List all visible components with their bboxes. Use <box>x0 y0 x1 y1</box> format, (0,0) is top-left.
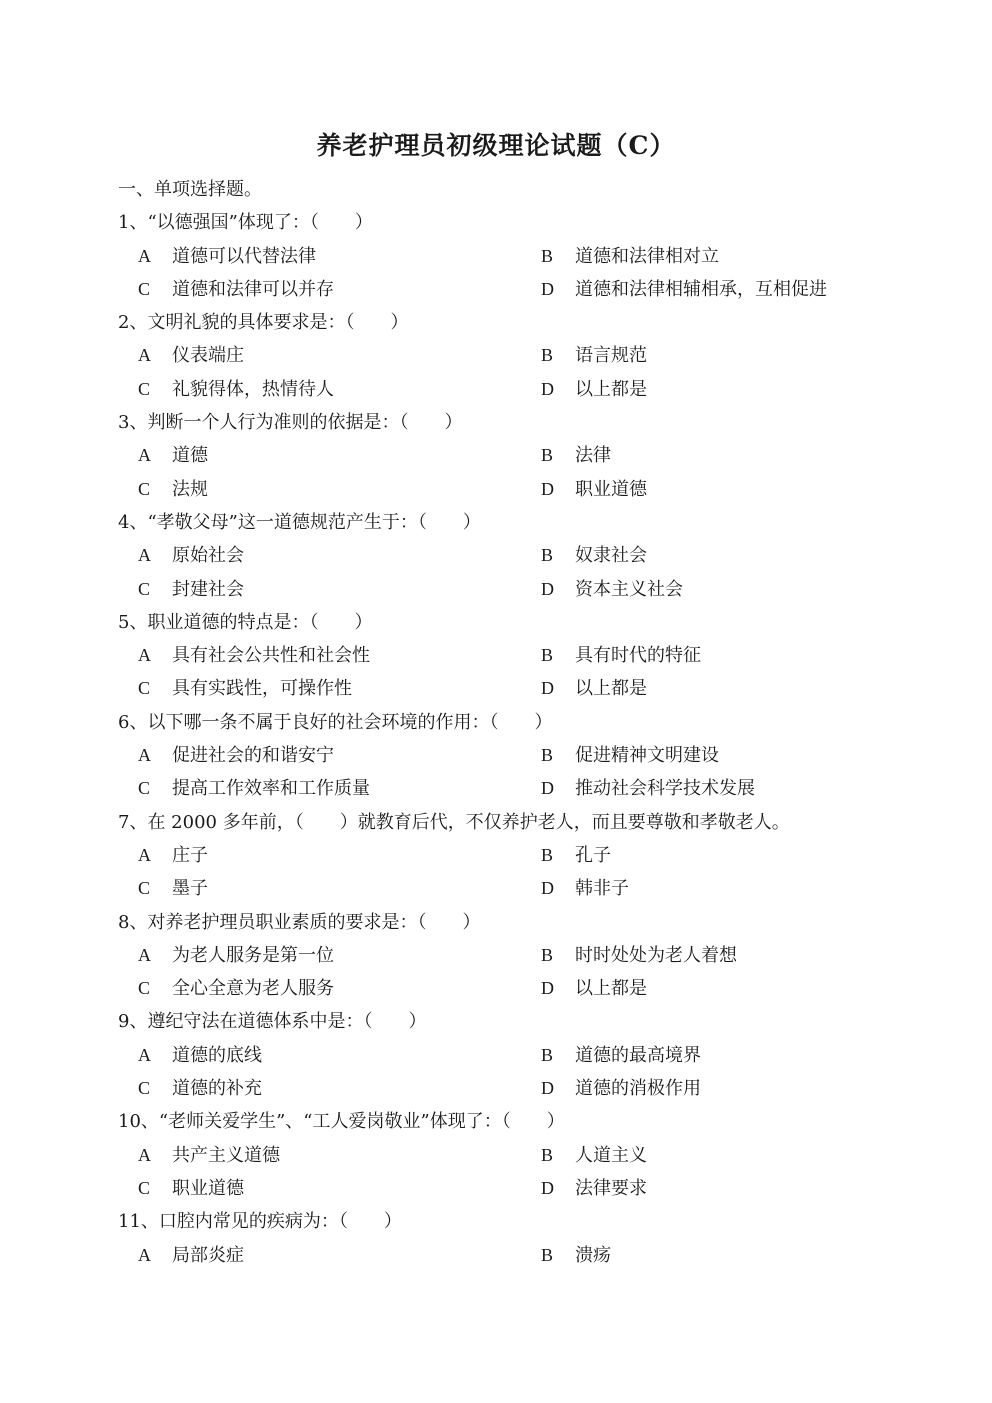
option-letter: B <box>541 745 554 766</box>
option-text: 道德的补充 <box>172 1078 262 1100</box>
option <box>541 273 827 306</box>
option-text: 仪表端庄 <box>172 345 244 367</box>
option-letter: A <box>138 445 151 466</box>
option-letter: B <box>541 1244 554 1265</box>
option-letter: C <box>138 1177 151 1198</box>
option <box>541 573 683 606</box>
option-text: 提高工作效率和工作质量 <box>172 778 370 800</box>
option-letter: C <box>138 978 151 999</box>
question-text: 3、判断一个人行为准则的依据是：（ ） <box>118 412 463 434</box>
option <box>541 1072 701 1105</box>
option <box>138 1072 262 1105</box>
option <box>138 339 244 372</box>
option-text: 促进精神文明建设 <box>575 745 719 767</box>
option-letter: D <box>541 878 554 899</box>
option <box>138 739 334 772</box>
option-text: 以上都是 <box>575 378 647 400</box>
option-text: 法律 <box>575 445 611 467</box>
option-row <box>118 539 918 572</box>
option <box>541 672 647 705</box>
question-list <box>118 173 918 1272</box>
option-text: 溃疡 <box>575 1244 611 1266</box>
option-row <box>118 672 918 705</box>
option-text: 人道主义 <box>575 1144 647 1166</box>
option <box>541 872 629 905</box>
option-text: 孔子 <box>575 844 611 866</box>
option-letter: D <box>541 1078 554 1099</box>
option-letter: A <box>138 545 151 566</box>
option-row <box>118 1039 918 1072</box>
option-text: 时时处处为老人着想 <box>575 944 737 966</box>
option-text: 以上都是 <box>575 978 647 1000</box>
option-text: 道德 <box>172 445 208 467</box>
option-row <box>118 872 918 905</box>
option-letter: C <box>138 678 151 699</box>
option <box>541 972 647 1005</box>
option-letter: B <box>541 944 554 965</box>
option-letter: A <box>138 944 151 965</box>
option-text: 具有时代的特征 <box>575 645 701 667</box>
option-row <box>118 1139 918 1172</box>
option-letter: D <box>541 978 554 999</box>
option-row <box>118 339 918 372</box>
option-row <box>118 772 918 805</box>
option-letter: B <box>541 645 554 666</box>
question-text: 7、在 2000 多年前，（ ）就教育后代，不仅养护老人，而且要尊敬和孝敬老人。 <box>118 811 790 833</box>
option <box>541 739 719 772</box>
option <box>138 273 334 306</box>
option <box>541 939 737 972</box>
option-letter: D <box>541 1177 554 1198</box>
option-row <box>118 473 918 506</box>
option-text: 以上都是 <box>575 678 647 700</box>
option <box>541 1139 647 1172</box>
option <box>138 772 370 805</box>
question-text: 4、“孝敬父母”这一道德规范产生于：（ ） <box>118 511 481 533</box>
option-letter: B <box>541 445 554 466</box>
option-row <box>118 439 918 472</box>
option-text: 职业道德 <box>172 1177 244 1199</box>
option-text: 推动社会科学技术发展 <box>575 778 755 800</box>
option <box>138 573 244 606</box>
option-text: 封建社会 <box>172 578 244 600</box>
option <box>541 1039 701 1072</box>
option-letter: C <box>138 1078 151 1099</box>
option <box>541 339 647 372</box>
option-text: 法律要求 <box>575 1177 647 1199</box>
option <box>138 939 334 972</box>
option <box>541 473 647 506</box>
option-row <box>118 240 918 273</box>
option-letter: C <box>138 778 151 799</box>
option-letter: B <box>541 545 554 566</box>
option-text: 韩非子 <box>575 878 629 900</box>
option <box>138 539 244 572</box>
option-letter: D <box>541 478 554 499</box>
option-letter: C <box>138 278 151 299</box>
option-row <box>118 273 918 306</box>
option <box>138 473 208 506</box>
option-letter: A <box>138 1244 151 1265</box>
question-text: 2、文明礼貌的具体要求是：（ ） <box>118 312 409 334</box>
option-text: 庄子 <box>172 844 208 866</box>
option <box>541 539 647 572</box>
option-letter: D <box>541 678 554 699</box>
option <box>138 1139 280 1172</box>
option-text: 原始社会 <box>172 545 244 567</box>
option-row <box>118 1239 918 1272</box>
option <box>541 1172 647 1205</box>
option-text: 为老人服务是第一位 <box>172 944 334 966</box>
option <box>541 639 701 672</box>
question-text: 8、对养老护理员职业素质的要求是：（ ） <box>118 911 481 933</box>
option-letter: A <box>138 1044 151 1065</box>
option-text: 道德和法律可以并存 <box>172 278 334 300</box>
option-text: 道德和法律相辅相承，互相促进 <box>575 278 827 300</box>
option-text: 道德的消极作用 <box>575 1078 701 1100</box>
question-text: 6、以下哪一条不属于良好的社会环境的作用：（ ） <box>118 711 553 733</box>
option-text: 语言规范 <box>575 345 647 367</box>
option-letter: C <box>138 578 151 599</box>
option-letter: B <box>541 245 554 266</box>
option-text: 道德可以代替法律 <box>172 245 316 267</box>
question-text: 1、“以德强国”体现了：（ ） <box>118 212 373 234</box>
option-text: 法规 <box>172 478 208 500</box>
option-letter: A <box>138 645 151 666</box>
question-text: 10、“老师关爱学生”、“工人爱岗敬业”体现了：（ ） <box>118 1111 565 1133</box>
option <box>138 240 316 273</box>
option-letter: C <box>138 478 151 499</box>
option <box>541 839 611 872</box>
option-letter: A <box>138 1144 151 1165</box>
option-letter: B <box>541 1044 554 1065</box>
option-letter: B <box>541 1144 554 1165</box>
option <box>138 1039 262 1072</box>
question-text: 11、口腔内常见的疾病为：（ ） <box>118 1211 402 1233</box>
option-letter: A <box>138 345 151 366</box>
option <box>138 1172 244 1205</box>
option-row <box>118 839 918 872</box>
question-text: 9、遵纪守法在道德体系中是：（ ） <box>118 1011 427 1033</box>
option-letter: A <box>138 745 151 766</box>
option-text: 局部炎症 <box>172 1244 244 1266</box>
option <box>138 1239 244 1272</box>
option-text: 墨子 <box>172 878 208 900</box>
option <box>541 373 647 406</box>
option <box>138 439 208 472</box>
option <box>138 972 334 1005</box>
option-text: 奴隶社会 <box>575 545 647 567</box>
option <box>541 1239 611 1272</box>
option-letter: D <box>541 778 554 799</box>
option-text: 道德的最高境界 <box>575 1044 701 1066</box>
question-text: 5、职业道德的特点是：（ ） <box>118 611 373 633</box>
option-row <box>118 639 918 672</box>
option <box>541 772 755 805</box>
option-letter: B <box>541 345 554 366</box>
option <box>138 373 334 406</box>
option <box>138 872 208 905</box>
option-letter: A <box>138 844 151 865</box>
option-text: 共产主义道德 <box>172 1144 280 1166</box>
option-row <box>118 1072 918 1105</box>
option-row <box>118 573 918 606</box>
option-letter: B <box>541 844 554 865</box>
option <box>138 639 370 672</box>
option <box>541 240 719 273</box>
option-text: 礼貌得体，热情待人 <box>172 378 334 400</box>
option <box>541 439 611 472</box>
option-letter: D <box>541 378 554 399</box>
exam-title: 养老护理员初级理论试题（C） <box>316 131 676 160</box>
option-text: 道德的底线 <box>172 1044 262 1066</box>
option-row <box>118 1172 918 1205</box>
option <box>138 839 208 872</box>
option-row <box>118 739 918 772</box>
option-row <box>118 373 918 406</box>
option-row <box>118 939 918 972</box>
option-text: 职业道德 <box>575 478 647 500</box>
option-text: 全心全意为老人服务 <box>172 978 334 1000</box>
option-letter: A <box>138 245 151 266</box>
option-text: 具有社会公共性和社会性 <box>172 645 370 667</box>
option-text: 资本主义社会 <box>575 578 683 600</box>
option-row <box>118 972 918 1005</box>
option-text: 具有实践性，可操作性 <box>172 678 352 700</box>
option-text: 促进社会的和谐安宁 <box>172 745 334 767</box>
option-text: 道德和法律相对立 <box>575 245 719 267</box>
section-heading: 一、单项选择题。 <box>118 179 262 200</box>
option-letter: D <box>541 578 554 599</box>
option-letter: C <box>138 878 151 899</box>
option <box>138 672 352 705</box>
option-letter: D <box>541 278 554 299</box>
option-letter: C <box>138 378 151 399</box>
